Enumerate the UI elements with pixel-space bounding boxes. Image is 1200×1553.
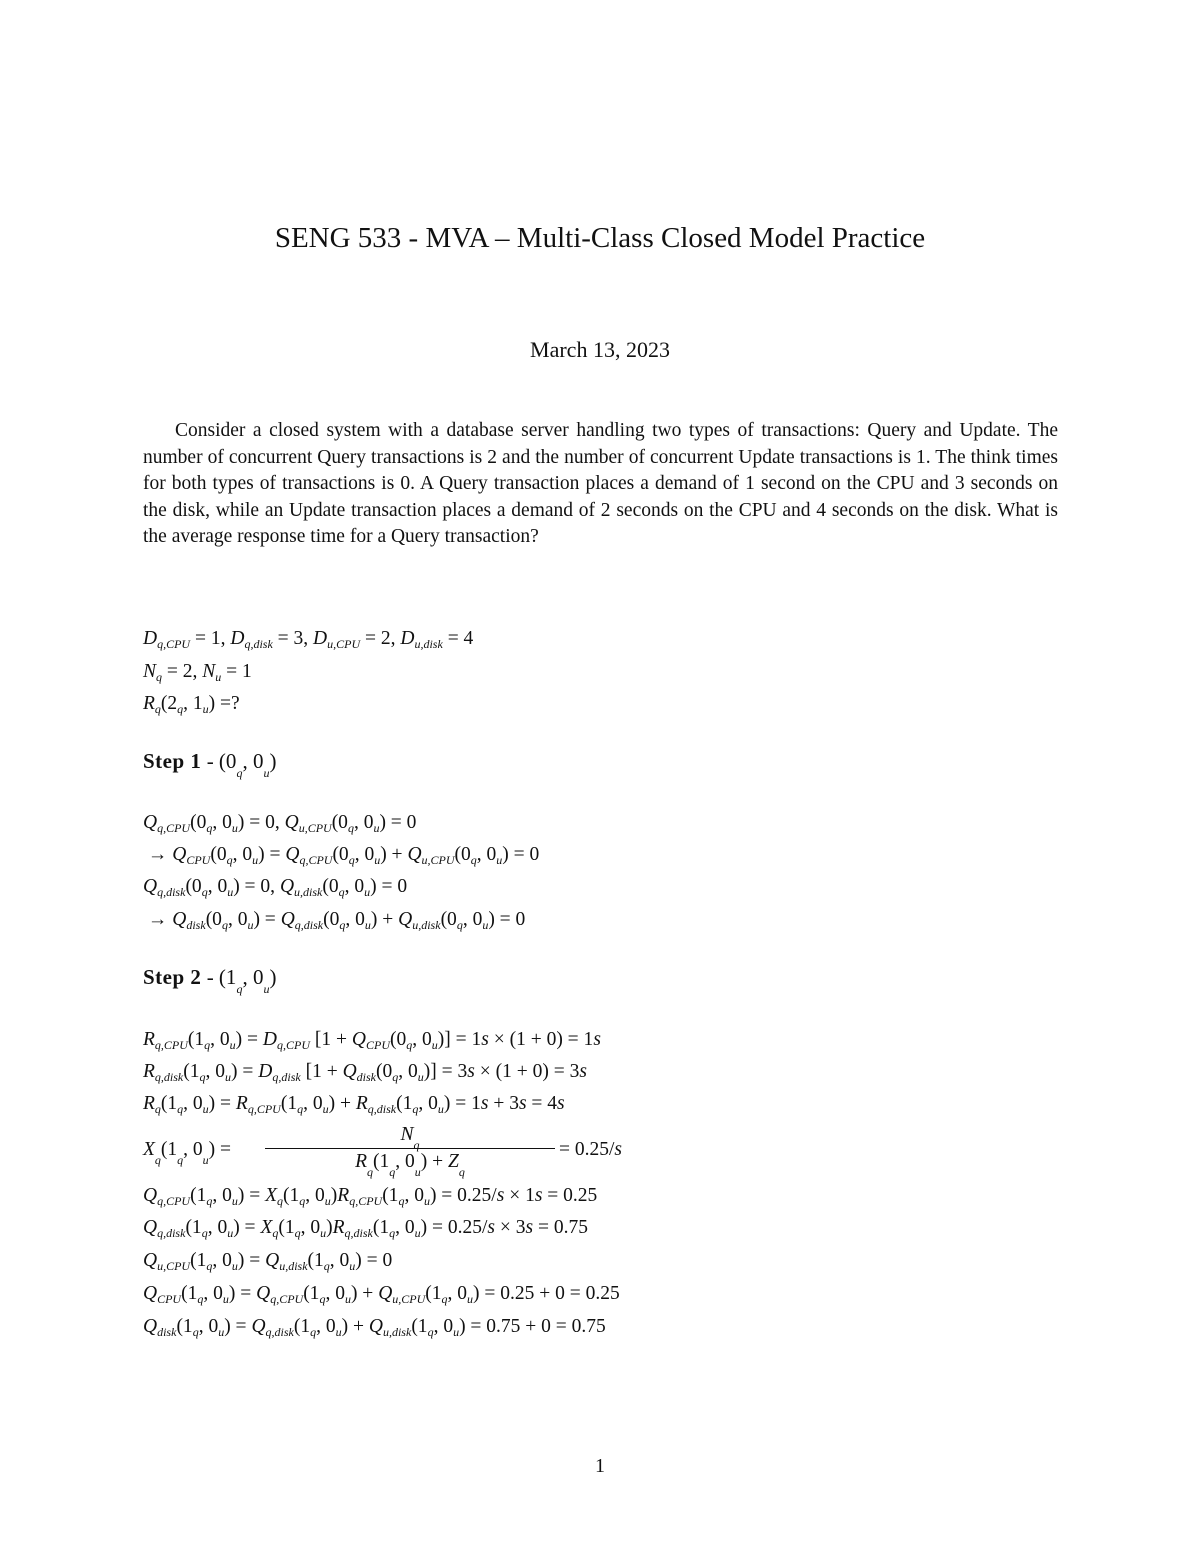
math-line: $Q_{q,CPU}(1_q$, $0_u) = X_q(1_q$, $0_u)R_{q,CPU}(1_q$, $0_u) = 0.25/s \times 1s = 0.25$ <box>143 1185 598 1208</box>
math-line: → $Q_{CPU}(0_q$, $0_u) = Q_{q,CPU}(0_q$, $0_u) + Q_{u,CPU}(0_q$, $0_u) = 0$ <box>143 844 540 867</box>
math-line: $R_q(1_q$, $0_u) = R_{q,CPU}(1_q$, $0_u) + R_{q,disk}(1_q$, $0_u) = 1s + 3s = 4s$ <box>143 1093 565 1116</box>
math-line-goal: $R_q(2_q$, $1_u$) =? <box>143 693 240 716</box>
math-line: $Q_{q,disk}(0_q$, $0_u) = 0$, $Q_{u,disk}(0_q$, $0_u) = 0$ <box>143 876 408 899</box>
step-2-heading: Step $2 - (1_q$, $0_u$) <box>143 965 277 997</box>
document-date: March 13, 2023 <box>530 337 670 362</box>
document-page: SENG 533 - MVA – Multi-Class Closed Model Practice March 13, 2023 Consider a closed system with a database server handling two types of transactions: Query and Update. The number of concurrent Query transactions is 2 and the number of concurrent Update transactions is 1. The think times for both types of transactions is 0. A Query transaction places a demand of 1 second on the CPU and 3 seconds on the disk, while an Update transaction places a demand of 2 seconds on the CPU and 4 seconds on the disk. What is the average response time for a Query transaction? $D_{q,CPU} = 1$, $D_{q,disk} = 3$, $D_{u,CPU} = 2$, $D_{u,disk} = 4$ $N_q = 2$, $N_u = 1$ $R_q(2_q$, $1_u$) =? Step $1 - (0_q$, $0_u$) $Q_{q,CPU}(0_q$, $0_u) = 0$, $Q_{u,CPU}(0_q$, $0_u) = 0$ → $Q_{CPU}(0_q$, $0_u) = Q_{q,CPU}(0_q$, $0_u) + Q_{u,CPU}(0_q$, $0_u) = 0$ $Q_{q,disk}(0_q$, $0_u) = 0$, $Q_{u,disk}(0_q$, $0_u) = 0$ → $Q_{disk}(0_q$, $0_u) = Q_{q,disk}(0_q$, $0_u) + Q_{u,disk}(0_q$, $0_u) = 0$ Step $2 - (1_q$, $0_u$) $R_{q,CPU}(1_q$, $0_u) = D_{q,CPU}$ [$1 + Q_{CPU}(0_q$, $0_u)] = 1s \times (1 + 0) = 1s$ $R_{q,disk}(1_q$, $0_u) = D_{q,disk}$ [$1 + Q_{disk}(0_q$, $0_u)] = 3s \times (1 + 0) = 3s$ $R_q(1_q$, $0_u) = R_{q,CPU}(1_q$, $0_u) + R_{q,disk}(1_q$, $0_u) = 1s + 3s = 4s$ $X_q(1_q$, $0_u$) = $N_q$ $R_q(1_q$, $0_u) + Z_q$ = 0.25/s $Q_{q,CPU}(1_q$, $0_u) = X_q(1_q$, $0_u)R_{q,CPU}(1_q$, $0_u) = 0.25/s \times 1s = 0.25$ $Q_{q,disk}(1_q$, $0_u) = X_q(1_q$, $0_u)R_{q,disk}(1_q$, $0_u) = 0.25/s \times 3s = 0.75$ $Q_{u,CPU}(1_q$, $0_u) = Q_{u,disk}(1_q$, $0_u) = 0$ $Q_{CPU}(1_q$, $0_u) = Q_{q,CPU}(1_q$, $0_u) + Q_{u,CPU}(1_q$, $0_u) = 0.25 + 0 = 0.25$ $Q_{disk}(1_q$, $0_u) = Q_{q,disk}(1_q$, $0_u) + Q_{u,disk}(1_q$, $0_u) = 0.75 + 0 = 0.75$ 1 <box>0 0 1200 1553</box>
page-number: 1 <box>595 1455 605 1477</box>
math-line-demands: $D_{q,CPU} = 1$, $D_{q,disk} = 3$, $D_{u,CPU} = 2$, $D_{u,disk} = 4$ <box>143 628 474 651</box>
math-line: $Q_{disk}(1_q$, $0_u) = Q_{q,disk}(1_q$, $0_u) + Q_{u,disk}(1_q$, $0_u) = 0.75 + 0 = 0.75$ <box>143 1316 606 1339</box>
math-line: $Q_{q,disk}(1_q$, $0_u) = X_q(1_q$, $0_u)R_{q,disk}(1_q$, $0_u) = 0.25/s \times 3s = 0.75$ <box>143 1217 588 1240</box>
math-line: $Q_{CPU}(1_q$, $0_u) = Q_{q,CPU}(1_q$, $0_u) + Q_{u,CPU}(1_q$, $0_u) = 0.25 + 0 = 0.25$ <box>143 1283 620 1306</box>
problem-statement: Consider a closed system with a database server handling two types of transactions: Query and Update. The number of concurrent Query transactions is 2 and the number of concurrent Update transactions is 1. The think times for both types of transactions is 0. A Query transaction places a demand of 1 second on the CPU and 3 seconds on the disk, while an Update transaction places a demand of 2 seconds on the CPU and 4 seconds on the disk. What is the average response time for a Query transaction? <box>143 420 1058 548</box>
math-line: $R_{q,CPU}(1_q$, $0_u) = D_{q,CPU}$ [$1 + Q_{CPU}(0_q$, $0_u)] = 1s \times (1 + 0) = 1s$ <box>143 1029 601 1052</box>
math-line: $R_{q,disk}(1_q$, $0_u) = D_{q,disk}$ [$1 + Q_{disk}(0_q$, $0_u)] = 3s \times (1 + 0) = 3s$ <box>143 1061 587 1084</box>
math-line-populations: $N_q = 2$, $N_u = 1$ <box>143 661 252 684</box>
math-line: $Q_{u,CPU}(1_q$, $0_u) = Q_{u,disk}(1_q$, $0_u) = 0$ <box>143 1250 393 1273</box>
math-line: $Q_{q,CPU}(0_q$, $0_u) = 0$, $Q_{u,CPU}(0_q$, $0_u) = 0$ <box>143 812 417 835</box>
step-1-heading: Step $1 - (0_q$, $0_u$) <box>143 749 277 781</box>
document-title: SENG 533 - MVA – Multi-Class Closed Model Practice <box>274 222 926 254</box>
math-line: → $Q_{disk}(0_q$, $0_u) = Q_{q,disk}(0_q$, $0_u) + Q_{u,disk}(0_q$, $0_u) = 0$ <box>143 909 526 932</box>
